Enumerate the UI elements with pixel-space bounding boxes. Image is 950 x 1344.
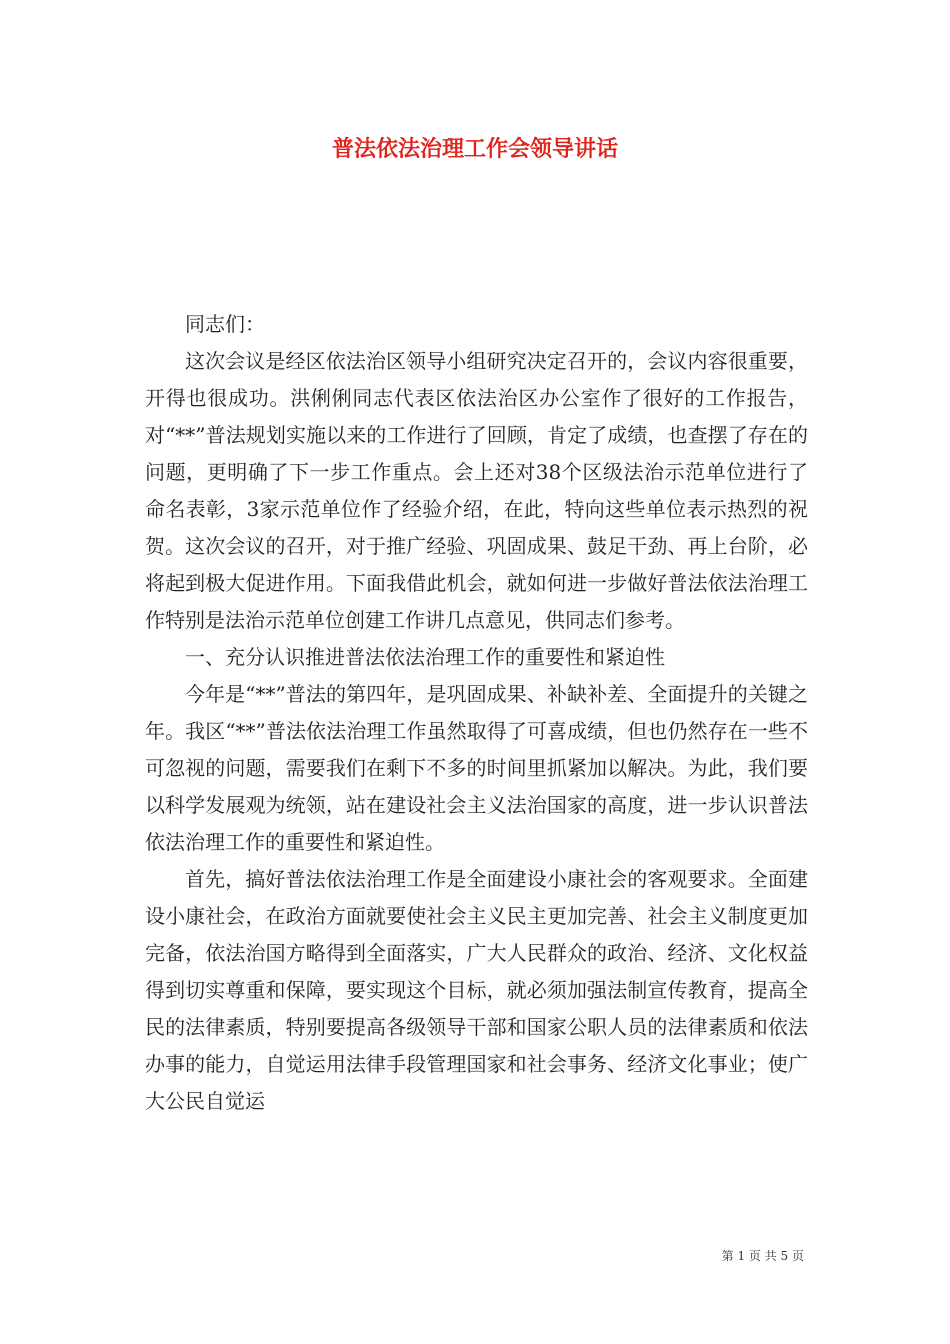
paragraph-first-point: 首先，搞好普法依法治理工作是全面建设小康社会的客观要求。全面建设小康社会，在政治方面就要使社会主义民主更加完善、社会主义制度更加完备，依法治国方略得到全面落实，广大人民群众的政治、经济、文化权益得到切实尊重和保障，要实现这个目标，就必须加强法制宣传教育，提高全民的法律素质，特别要提高各级领导干部和国家公职人员的法律素质和依法办事的能力，自觉运用法律手段管理国家和社会事务、经济文化事业；使广大公民自觉运 — [145, 867, 808, 1113]
salutation: 同志们： — [185, 312, 265, 336]
section-heading-1: 一、充分认识推进普法依法治理工作的重要性和紧迫性 — [185, 645, 665, 669]
paragraph-intro: 这次会议是经区依法治区领导小组研究决定召开的，会议内容很重要，开得也很成功。洪俐俐同志代表区依法治区办公室作了很好的工作报告，对“**”普法规划实施以来的工作进行了回顾，肯定了成绩，也查摆了存在的问题，更明确了下一步工作重点。会上还对38个区级法治示范单位进行了命名表彰，3家示范单位作了经验介绍，在此，特向这些单位表示热烈的祝贺。这次会议的召开，对于推广经验、巩固成果、鼓足干劲、再上台阶，必将起到极大促进作用。下面我借此机会，就如何进一步做好普法依法治理工作特别是法治示范单位创建工作讲几点意见，供同志们参考。 — [145, 349, 808, 632]
paragraph-section-1: 今年是“**”普法的第四年，是巩固成果、补缺补差、全面提升的关键之年。我区“**”普法依法治理工作虽然取得了可喜成绩，但也仍然存在一些不可忽视的问题，需要我们在剩下不多的时间里抓紧加以解决。为此，我们要以科学发展观为统领，站在建设社会主义法治国家的高度，进一步认识普法依法治理工作的重要性和紧迫性。 — [145, 682, 808, 854]
document-body — [145, 306, 808, 1120]
page-number: 第 1 页 共 5 页 — [721, 1249, 804, 1263]
document-title: 普法依法治理工作会领导讲话 — [331, 136, 618, 162]
